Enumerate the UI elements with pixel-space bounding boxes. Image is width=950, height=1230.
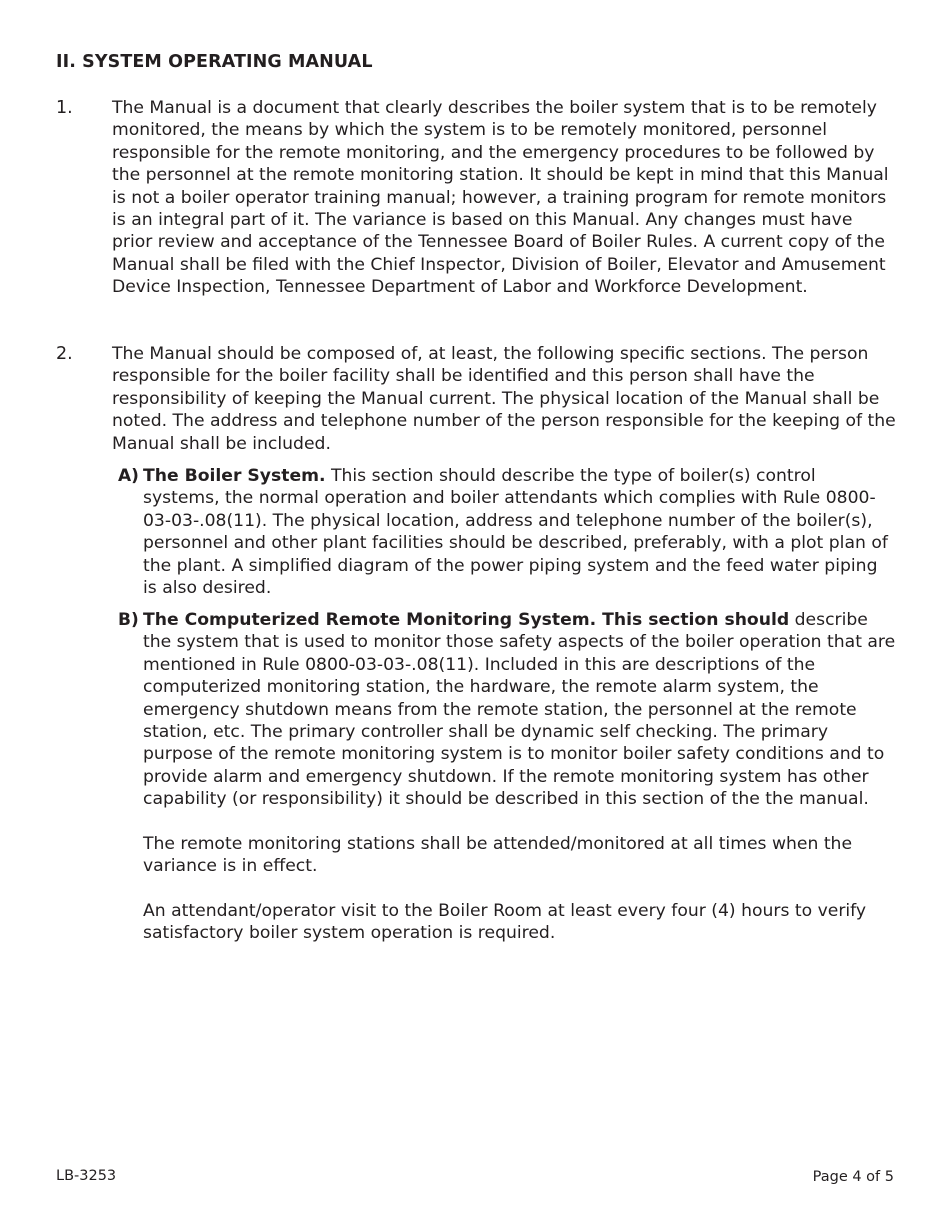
section-heading: II. SYSTEM OPERATING MANUAL [56, 52, 373, 72]
form-number: LB-3253 [56, 1168, 117, 1184]
item-text: The Manual is a document that clearly describes the boiler system that is to be remotely monitored, the means by which the system is to be remotely monitored, personnel responsible for the remote monitoring, and the emergency procedures to be followed by the personnel at the remote monitoring station. It should be kept in mind that this Manual is not a boiler operator training manual; however, a training program for remote monitors is an integral part of it. The variance is based on this Manual. Any changes must have prior review and acceptance of the Tennessee Board of Boiler Rules. A current copy of the Manual shall be filed with the Chief Inspector, Division of Boiler, Elevator and Amusement Device Inspection, Tennessee Department of Labor and Workforce Development. [112, 98, 889, 298]
subsection-text [143, 465, 896, 599]
subsection-title: The Boiler System. [143, 466, 326, 486]
paragraph-remote-monitoring: The remote monitoring stations shall be attended/monitored at all times when the variance is in effect. [143, 834, 853, 877]
item-number: 1. [56, 98, 73, 118]
list-item-2 [56, 343, 896, 455]
list-item-1 [56, 97, 896, 299]
subsection-body: describe the system that is used to monitor those safety aspects of the boiler operation that are mentioned in Rule 0800-03-03-.08(11). Included in this are descriptions of the computerized monitoring station, the hardware, the remote alarm system, the emergency shutdown means from the remote station, the personnel at the remote station, etc. The primary controller shall be dynamic self checking. The primary purpose of the remote monitoring system is to monitor boiler safety conditions and to provide alarm and emergency shutdown. If the remote monitoring system has other capability (or responsibility) it should be described in this section of the the manual. [143, 610, 896, 810]
subsection-letter: B) [118, 610, 139, 630]
subsection-b [118, 609, 896, 811]
page-number: Page 4 of 5 [812, 1169, 894, 1185]
item-number: 2. [56, 344, 73, 364]
subsection-title: The Computerized Remote Monitoring System. This section should [143, 610, 790, 630]
subsection-letter: A) [118, 466, 139, 486]
subsection-a [118, 465, 896, 599]
paragraph-attendant-visit: An attendant/operator visit to the Boiler Room at least every four (4) hours to verify satisfactory boiler system operation is required. [143, 901, 867, 944]
item-text: The Manual should be composed of, at least, the following specific sections. The person responsible for the boiler facility shall be identified and this person shall have the responsibility of keeping the Manual current. The physical location of the Manual shall be noted. The address and telephone number of the person responsible for the keeping of the Manual shall be included. [112, 344, 896, 454]
subsection-text [143, 609, 896, 811]
subsection-body: This section should describe the type of boiler(s) control systems, the normal operation and boiler attendants which complies with Rule 0800-03-03-.08(11). The physical location, address and telephone number of the boiler(s), personnel and other plant facilities should be described, preferably, with a plot plan of the plant. A simplified diagram of the power piping system and the feed water piping is also desired. [143, 466, 888, 599]
